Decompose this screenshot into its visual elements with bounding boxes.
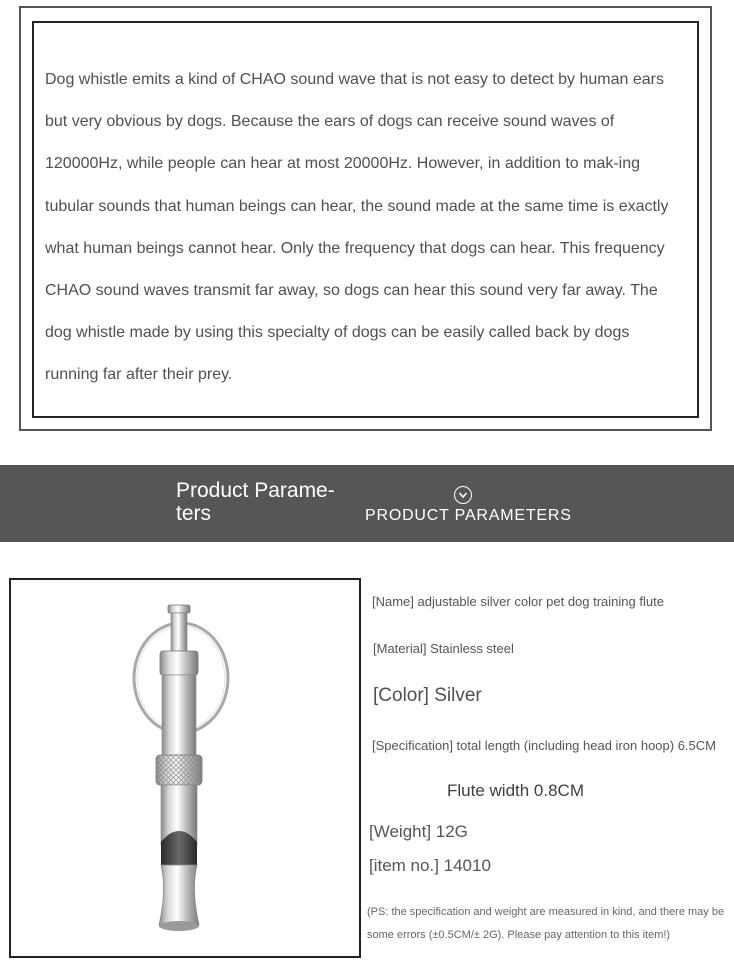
banner-title: Product Parame-ters xyxy=(176,479,335,525)
dog-whistle-image xyxy=(11,580,359,956)
spec-specification: [Specification] total length (including head iron hoop) 6.5CM xyxy=(372,738,716,753)
spec-name: [Name] adjustable silver color pet dog training flute xyxy=(372,594,664,609)
banner-subtitle: PRODUCT PARAMETERS xyxy=(365,507,572,524)
description-outer-frame xyxy=(19,6,712,431)
spec-material: [Material] Stainless steel xyxy=(373,641,514,656)
description-text: Dog whistle emits a kind of CHAO sound wave that is not easy to detect by human ears but very obvious by dogs. Because the ears of dogs can receive sound waves of 120000Hz, while people can hear at most 20000Hz. However, in addition to mak-ing tubular sounds that human beings can hear, the sound made at the same time is exactly what human beings cannot hear. Only the frequency that dogs can hear. This frequency CHAO sound waves transmit far away, so dogs can hear this sound very far away. The dog whistle made by using this specialty of dogs can be easily called back by dogs running far after their prey. xyxy=(45,71,669,384)
product-parameters-banner xyxy=(0,465,734,542)
chevron-circle-icon xyxy=(454,486,472,504)
spec-note: (PS: the specification and weight are measured in kind, and there may be some errors (±0.5CM/± 2G). Please pay attention to this item!) xyxy=(367,906,725,941)
description-inner-frame xyxy=(32,21,699,418)
spec-flute-width: Flute width 0.8CM xyxy=(447,781,584,800)
spec-weight: [Weight] 12G xyxy=(369,822,468,841)
spec-color: [Color] Silver xyxy=(373,685,482,706)
spec-item-number: [item no.] 14010 xyxy=(369,856,491,875)
product-image-frame xyxy=(9,578,361,958)
